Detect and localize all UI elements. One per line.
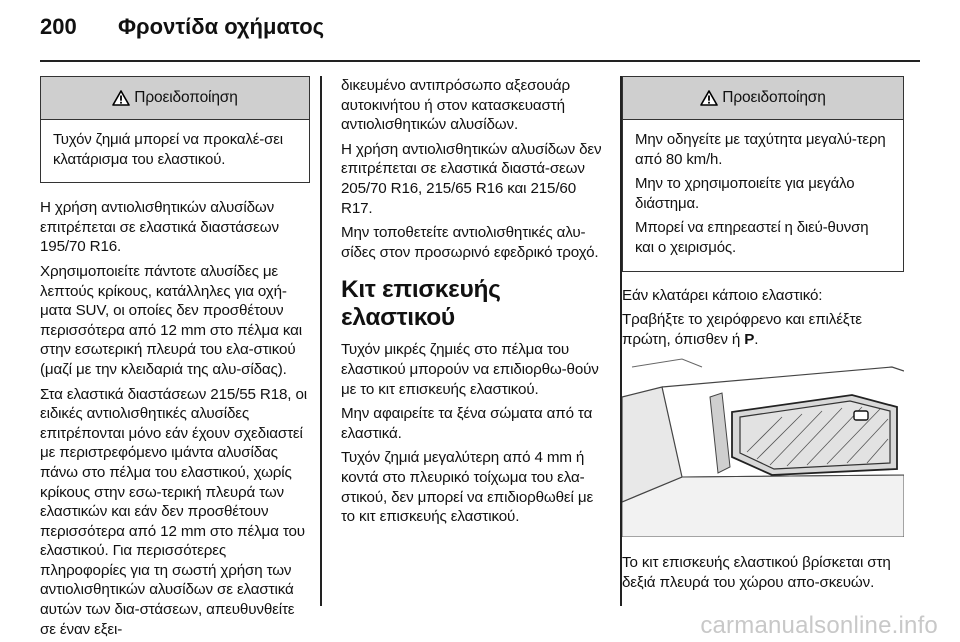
warning-item: Μην οδηγείτε με ταχύτητα μεγαλύ-τερη από 80 km/h. [635,131,886,168]
column-divider [320,76,322,606]
warning-text: Τυχόν ζημιά μπορεί να προκαλέ-σει κλατάρισμα του ελαστικού. [53,131,283,168]
page-number: 200 [40,14,77,39]
warning-item: Μην το χρησιμοποιείτε για μεγάλο διάστημα. [635,175,855,212]
paragraph: Στα ελαστικά διαστάσεων 215/55 R18, οι ειδικές αντιολισθητικές αλυσίδες επιτρέπονται μόνο εάν έχουν σχεδιαστεί με περιστρεφόμενο ιμάντα αλυσίδας πάνω στο πέλμα του ελαστικού, χωρίς κρίκους στην εσω-τερική πλευρά των ελαστικών και εάν δεν προσθέτουν περισσότερα από 12 mm στο πέλμα του ελαστικού. Για περισσότερες πληροφορίες για τη σωστή χρήση των αντιολισθητικών αλυσίδων σε ελαστικά αυτών των δια-στάσεων, απευθυνθείτε σε έναν εξει- [40,385,307,638]
header-rule [40,60,920,62]
page-title: Φροντίδα οχήματος [118,14,325,39]
column-1 [40,76,310,642]
column-3 [622,76,904,598]
paragraph-text: Τραβήξτε το χειρόφρενο και επιλέξτε πρώτη, όπισθεν ή [622,311,862,348]
warning-title: Προειδοποίηση [134,89,238,107]
paragraph [622,310,904,349]
paragraph: Τυχόν μικρές ζημιές στο πέλμα του ελαστικού μπορούν να επιδιορθω-θούν με το κιτ επισκευής ελαστικού. [341,341,599,398]
watermark: carmanualsonline.info [700,612,938,639]
gear-p-label: P [744,330,755,348]
warning-box [622,76,904,272]
warning-header [41,77,309,120]
warning-title: Προειδοποίηση [722,89,826,107]
warning-header [623,77,903,120]
paragraph: Εάν κλατάρει κάποιο ελαστικό: [622,286,823,304]
warning-triangle-icon [700,90,718,106]
section-heading: Κιτ επισκευής ελαστικού [341,276,501,332]
warning-item: Μπορεί να επηρεαστεί η διεύ-θυνση και ο χειρισμός. [635,219,869,256]
paragraph: Μην τοποθετείτε αντιολισθητικές αλυ-σίδες στον προσωρινό εφεδρικό τροχό. [341,224,599,261]
paragraph: Χρησιμοποιείτε πάντοτε αλυσίδες με λεπτούς κρίκους, κατάλληλες για οχή-ματα SUV, οι οποίες δεν προσθέτουν περισσότερα από 12 mm στο πέλμα και στην εσωτερική πλευρά του ελα-στικού (μαζί με την κλειδαριά της αλυ-σίδας). [40,262,302,378]
figure-caption: Το κιτ επισκευής ελαστικού βρίσκεται στη δεξιά πλευρά του χώρου απο-σκευών. [622,554,891,591]
column-2 [341,76,611,532]
paragraph: Η χρήση αντιολισθητικών αλυσίδων επιτρέπεται σε ελαστικά διαστάσεων 195/70 R16. [40,199,279,256]
paragraph: Η χρήση αντιολισθητικών αλυσίδων δεν επιτρέπεται σε ελαστικά διαστά-σεων 205/70 R16, 215/65 R16 και 215/60 R17. [341,140,602,217]
trunk-illustration [622,357,904,537]
warning-triangle-icon [112,90,130,106]
warning-body [41,120,309,182]
paragraph: Μην αφαιρείτε τα ξένα σώματα από τα ελαστικά. [341,405,593,442]
paragraph: δικευμένο αντιπρόσωπο αξεσουάρ αυτοκινήτου ή στον κατασκευαστή αντιολισθητικών αλυσίδων. [341,77,570,134]
warning-body [623,120,903,271]
trunk-compartment-drawing [622,357,904,537]
paragraph: Τυχόν ζημιά μεγαλύτερη από 4 mm ή κοντά στο πλευρικό τοίχωμα του ελα-στικού, δεν μπορεί να επιδιορθωθεί με το κιτ επισκευής ελαστικού. [341,449,594,526]
paragraph-end: . [754,330,759,348]
warning-box [40,76,310,183]
